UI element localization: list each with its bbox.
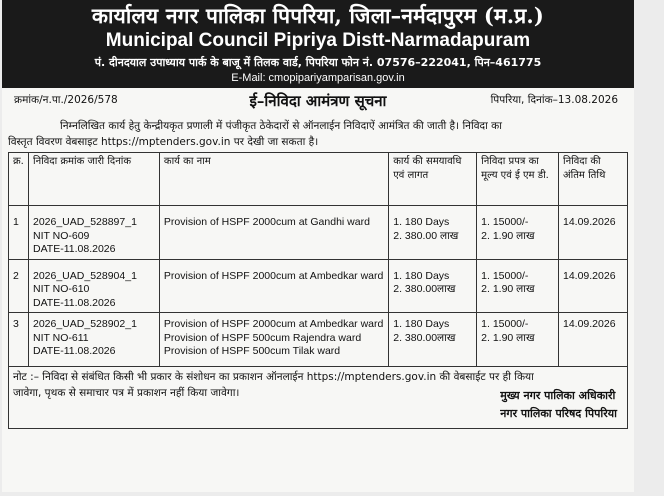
- form-fee: 1. 15000/-: [481, 269, 529, 282]
- cell-fee-emd: [477, 259, 559, 313]
- tender-id: 2026_UAD_528904_1: [32, 269, 137, 282]
- cell-tender: [28, 313, 159, 367]
- signatory-office: नगर पालिका परिषद पिपरिया: [500, 407, 617, 420]
- form-fee: 1. 15000/-: [481, 318, 529, 330]
- cell-sno: 2: [9, 259, 29, 313]
- work-name: Provision of HSPF 2000cum at Ambedkar ward: [163, 269, 384, 282]
- issue-date: DATE-11.08.2026: [32, 345, 116, 357]
- emd: 2. 1.90 लाख: [481, 229, 535, 242]
- cell-fee-emd: [477, 206, 559, 260]
- col-header-last-date: निविदा की अंतिम तिथि: [558, 153, 627, 206]
- cell-sno: 3: [9, 313, 29, 367]
- col-header-tender: निविदा क्रमांक जारी दिनांक: [28, 153, 159, 206]
- cell-work: [159, 313, 388, 367]
- note-line-1: नोट :– निविदा से संबंधित किसी भी प्रकार के संशोधन का प्रकाशन ऑनलाईन https://mptenders.gov.in की वेबसाईट पर ही किया: [13, 371, 534, 383]
- place-date: पिपरिया, दिनांक–13.08.2026: [490, 94, 618, 106]
- cell-tender: [28, 259, 159, 313]
- nit-no: NIT NO-611: [32, 331, 89, 344]
- title-hindi: कार्यालय नगर पालिका पिपरिया, जिला–नर्मदापुरम (म.प्र.): [91, 3, 545, 28]
- tender-table: [8, 152, 628, 367]
- notice-title: ई–निविदा आमंत्रण सूचना: [249, 92, 387, 110]
- work-name: Provision of HSPF 500cum Tilak ward: [163, 345, 341, 357]
- period: 1. 180 Days: [393, 269, 450, 282]
- note-block: [8, 367, 628, 429]
- table-header-row: [9, 153, 628, 206]
- form-fee: 1. 15000/-: [481, 216, 529, 228]
- period: 1. 180 Days: [393, 216, 450, 228]
- work-name: Provision of HSPF 2000cum at Ambedkar ward: [163, 318, 384, 330]
- table-row: [9, 259, 628, 313]
- header-band: [2, 0, 634, 88]
- cost: 2. 380.00लाख: [393, 283, 456, 295]
- cell-fee-emd: [477, 313, 559, 367]
- office-email: E-Mail: cmopipariyamparisan.gov.in: [231, 72, 405, 84]
- table-row: [9, 206, 628, 260]
- cell-period-cost: [389, 313, 477, 367]
- title-english: Municipal Council Pipriya Distt-Narmadapuram: [105, 30, 531, 51]
- col-header-work: कार्य का नाम: [159, 153, 388, 206]
- emd: 2. 1.90 लाख: [481, 331, 535, 344]
- intro-line-1: निम्नलिखित कार्य हेतु केन्द्रीयकृत प्रणाली में पंजीकृत ठेकेदारों से ऑनलाईन निविदाऐं आमंत्रित की जाती है। निविदा का: [60, 120, 502, 132]
- work-name: Provision of HSPF 500cum Rajendra ward: [163, 331, 362, 344]
- nit-no: NIT NO-610: [32, 283, 90, 295]
- signature-block: [500, 387, 617, 423]
- cell-last-date: 14.09.2026: [558, 206, 627, 260]
- cell-period-cost: [389, 259, 477, 313]
- reference-row: [2, 88, 634, 118]
- work-name: Provision of HSPF 2000cum at Gandhi ward: [163, 216, 370, 228]
- tender-notice: [2, 0, 634, 492]
- period: 1. 180 Days: [393, 318, 450, 330]
- intro-paragraph: [2, 118, 634, 150]
- col-header-period-cost: कार्य की समयावधि एवं लागत: [389, 153, 477, 206]
- cell-last-date: 14.09.2026: [558, 259, 627, 313]
- cell-last-date: 14.09.2026: [558, 313, 627, 367]
- intro-line-2: विस्तृत विवरण वेबसाइट https://mptenders.gov.in पर देखी जा सकता है।: [8, 136, 319, 148]
- emd: 2. 1.90 लाख: [481, 283, 535, 295]
- cost: 2. 380.00लाख: [393, 331, 456, 344]
- cell-work: [159, 206, 388, 260]
- cell-tender: [28, 206, 159, 260]
- nit-no: NIT NO-609: [32, 229, 90, 242]
- col-header-fee-emd: निविदा प्रपत्र का मूल्य एवं ई एम डी.: [477, 153, 559, 206]
- table-row: [9, 313, 628, 367]
- col-header-sno: क्र.: [9, 153, 29, 206]
- tender-id: 2026_UAD_528902_1: [32, 318, 137, 330]
- cell-sno: 1: [9, 206, 29, 260]
- issue-date: DATE-11.08.2026: [32, 296, 116, 309]
- note-line-2: जावेगा, पृथक से समाचार पत्र में प्रकाशन नहीं किया जावेगा।: [13, 387, 240, 399]
- signatory-designation: मुख्य नगर पालिका अधिकारी: [500, 389, 616, 402]
- tender-id: 2026_UAD_528897_1: [32, 216, 137, 228]
- reference-number: क्रमांक/न.पा./2026/578: [14, 94, 118, 106]
- cell-period-cost: [389, 206, 477, 260]
- issue-date: DATE-11.08.2026: [32, 243, 116, 255]
- office-address: पं. दीनदयाल उपाध्याय पार्क के बाजू में तिलक वार्ड, पिपरिया फोन नं. 07576–222041, पिन–461775: [94, 56, 542, 69]
- cell-work: [159, 259, 388, 313]
- cost: 2. 380.00 लाख: [393, 229, 459, 242]
